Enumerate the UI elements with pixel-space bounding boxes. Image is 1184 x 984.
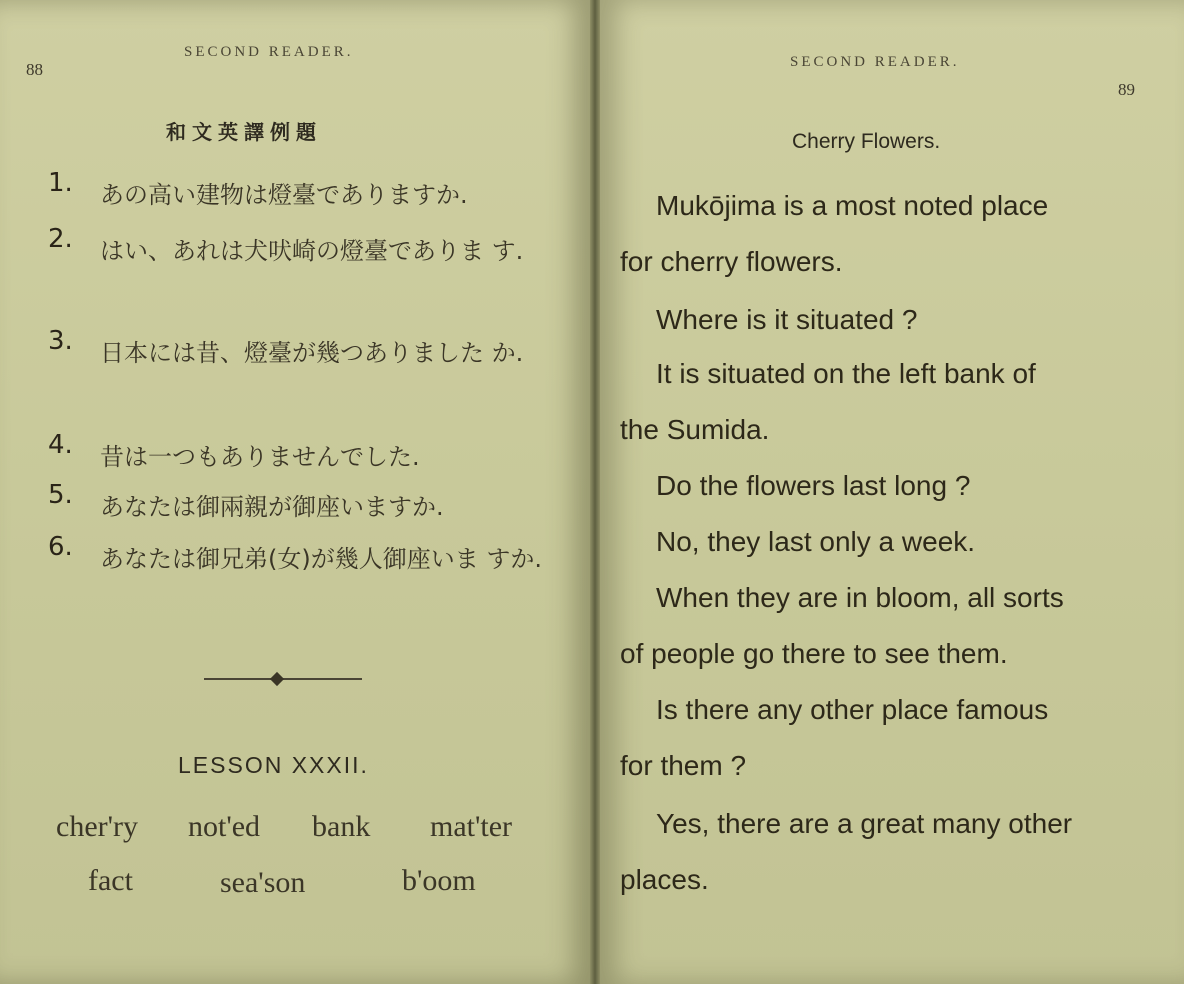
paragraph-line: Yes, there are a great many other <box>656 808 1073 839</box>
paragraph-line: When they are in bloom, all sorts <box>656 582 1064 613</box>
page-number-left: 88 <box>26 60 43 79</box>
exercise-item <box>48 224 568 334</box>
exercise-item <box>48 168 568 224</box>
vocab-word: bank <box>312 810 371 843</box>
book-gutter <box>590 0 600 984</box>
story-paragraph <box>620 796 1140 908</box>
exercise-item <box>48 326 568 436</box>
story-paragraph <box>620 292 1140 348</box>
paragraph-line: No, they last only a week. <box>656 526 976 557</box>
story-paragraph <box>620 570 1140 682</box>
exercise-number: 2. <box>48 224 73 254</box>
vocab-word: mat'ter <box>430 810 513 843</box>
exercise-text: あなたは御兄弟(女)が幾人御座いま すか. <box>100 545 542 573</box>
exercise-text: はい、あれは犬吠崎の燈臺でありま す. <box>100 237 524 265</box>
paragraph-line: It is situated on the left bank of <box>656 358 1036 389</box>
paragraph-line: Do the flowers last long ? <box>656 470 971 501</box>
paragraph-line: places. <box>620 864 709 895</box>
paragraph-line: Mukōjima is a most noted place <box>656 190 1049 221</box>
vocab-word: not'ed <box>188 810 261 843</box>
paragraph-line: for them ? <box>620 750 747 781</box>
paragraph-line: Is there any other place famous <box>656 694 1049 725</box>
paragraph-line: Where is it situated ? <box>656 304 918 335</box>
exercise-text: あなたは御兩親が御座いますか. <box>100 493 444 521</box>
exercise-number: 4. <box>48 430 73 460</box>
exercise-item <box>48 430 568 486</box>
paragraph-line: for cherry flowers. <box>620 246 843 277</box>
paragraph-line: the Sumida. <box>620 414 770 445</box>
exercise-number: 3. <box>48 326 73 356</box>
exercise-text: あの高い建物は燈臺でありますか. <box>100 181 468 209</box>
exercise-text: 昔は一つもありませんでした. <box>100 443 420 471</box>
exercise-heading: 和文英譯例題 <box>166 120 322 144</box>
vocab-word: fact <box>88 864 133 897</box>
page-number-right: 89 <box>1118 80 1135 99</box>
exercise-item <box>48 480 568 536</box>
story-paragraph <box>620 682 1140 794</box>
vocab-word: sea'son <box>220 866 306 899</box>
story-paragraph <box>620 458 1140 514</box>
running-head-left: SECOND READER. <box>184 44 354 60</box>
paragraph-line: of people go there to see them. <box>620 638 1008 669</box>
exercise-number: 5. <box>48 480 73 510</box>
exercise-item <box>48 532 568 642</box>
story-paragraph <box>620 178 1140 290</box>
vocab-word: b'oom <box>402 864 476 897</box>
exercise-number: 1. <box>48 168 73 198</box>
exercise-number: 6. <box>48 532 73 562</box>
exercise-text: 日本には昔、燈臺が幾つありました か. <box>100 339 524 367</box>
running-head-right: SECOND READER. <box>790 54 960 70</box>
story-paragraph <box>620 346 1140 458</box>
story-paragraph <box>620 514 1140 570</box>
story-title: Cherry Flowers. <box>792 130 941 153</box>
lesson-title: LESSON XXXII. <box>178 752 369 778</box>
vocab-word: cher'ry <box>56 810 139 843</box>
